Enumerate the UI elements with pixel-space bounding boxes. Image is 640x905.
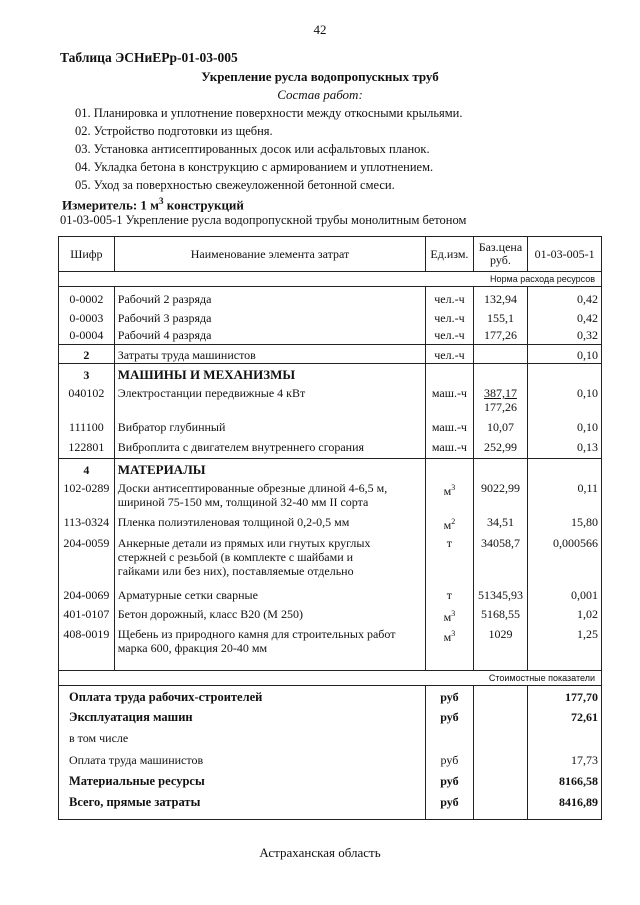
row-value: 0,42 xyxy=(528,287,602,307)
row-name: Арматурные сетки сварные xyxy=(114,585,425,604)
cost-name: Всего, прямые затраты xyxy=(59,791,426,819)
header-name: Наименование элемента затрат xyxy=(114,237,425,272)
table-row xyxy=(59,418,602,438)
row-price xyxy=(473,458,528,479)
cost-value: 177,70 xyxy=(528,685,602,706)
row-unit: т xyxy=(426,533,473,585)
header-column: 01-03-005-1 xyxy=(528,237,602,272)
unit-text: м xyxy=(443,518,452,532)
table-row xyxy=(59,624,602,658)
row-value: 0,10 xyxy=(528,384,602,418)
row-price: 51345,93 xyxy=(473,585,528,604)
section-row xyxy=(59,344,602,363)
cost-unit: руб xyxy=(426,770,473,791)
work-item: 04. Укладка бетона в конструкцию с армированием и уплотнением. xyxy=(75,160,434,174)
norm-label: Норма расхода ресурсов xyxy=(59,272,602,287)
cost-name: в том числе xyxy=(59,727,426,748)
row-name: Бетон дорожный, класс В20 (М 250) xyxy=(114,604,425,624)
norm-row xyxy=(59,272,602,287)
row-name xyxy=(114,479,425,512)
row-value: 1,02 xyxy=(528,604,602,624)
cost-price xyxy=(473,727,528,748)
row-value xyxy=(528,458,602,479)
work-item: 02. Устройство подготовки из щебня. xyxy=(75,124,273,138)
row-unit: маш.-ч xyxy=(426,438,473,458)
row-unit xyxy=(426,479,473,512)
spacer-cell xyxy=(114,658,425,670)
unit-text: м xyxy=(443,484,452,498)
work-item: 05. Уход за поверхностью свежеуложенной бетонной смеси. xyxy=(75,178,395,192)
row-price: 5168,55 xyxy=(473,604,528,624)
row-code: 0-0004 xyxy=(59,325,115,344)
row-name: Виброплита с двигателем внутреннего сгорания xyxy=(114,438,425,458)
cost-label-row xyxy=(59,670,602,685)
section-title: МАТЕРИАЛЫ xyxy=(114,458,425,479)
row-value: 1,25 xyxy=(528,624,602,658)
row-code: 102-0289 xyxy=(59,479,115,512)
table-row xyxy=(59,533,602,585)
table-row xyxy=(59,512,602,533)
cost-price xyxy=(473,791,528,819)
resource-table xyxy=(58,236,602,820)
row-name: Рабочий 3 разряда xyxy=(114,306,425,325)
work-item: 03. Установка антисептированных досок или асфальтовых планок. xyxy=(75,142,430,156)
row-code: 040102 xyxy=(59,384,115,418)
section-heading-row xyxy=(59,363,602,384)
row-unit: чел.-ч xyxy=(426,306,473,325)
row-unit xyxy=(426,604,473,624)
unit-sup: 3 xyxy=(451,629,456,638)
table-row xyxy=(59,287,602,307)
row-unit: чел.-ч xyxy=(426,325,473,344)
table-row xyxy=(59,438,602,458)
row-value: 0,000566 xyxy=(528,533,602,585)
header-code: Шифр xyxy=(59,237,115,272)
row-price: 132,94 xyxy=(473,287,528,307)
spacer-cell xyxy=(59,658,115,670)
name-line: Доски антисептированные обрезные длиной 4-6,5 м, xyxy=(117,481,388,495)
unit-sup: 3 xyxy=(451,483,456,492)
row-name: Рабочий 4 разряда xyxy=(114,325,425,344)
cost-row xyxy=(59,706,602,727)
cost-name: Оплата труда рабочих-строителей xyxy=(59,685,426,706)
cost-row xyxy=(59,770,602,791)
row-value: 0,32 xyxy=(528,325,602,344)
section-code: 3 xyxy=(59,363,115,384)
cost-value xyxy=(528,727,602,748)
cost-unit xyxy=(426,727,473,748)
row-name: Вибратор глубинный xyxy=(114,418,425,438)
cost-row xyxy=(59,727,602,748)
row-name xyxy=(114,624,425,658)
work-item: 01. Планировка и уплотнение поверхности между откосными крыльями. xyxy=(75,106,463,120)
table-header-row xyxy=(59,237,602,272)
name-line: гайками или без них), поставляемые отдельно xyxy=(117,564,354,578)
row-unit xyxy=(426,363,473,384)
row-price xyxy=(473,363,528,384)
unit-sup: 2 xyxy=(451,517,456,526)
row-name: Пленка полиэтиленовая толщиной 0,2-0,5 мм xyxy=(114,512,425,533)
row-name: Рабочий 2 разряда xyxy=(114,287,425,307)
row-price: 10,07 xyxy=(473,418,528,438)
row-value: 0,11 xyxy=(528,479,602,512)
table-title: Таблица ЭСНиЕРр-01-03-005 xyxy=(60,50,238,65)
row-code: 0-0002 xyxy=(59,287,115,307)
name-line: стержней с резьбой (в комплекте с шайбами и xyxy=(117,550,354,564)
row-price: 9022,99 xyxy=(473,479,528,512)
table-row xyxy=(59,479,602,512)
row-value: 15,80 xyxy=(528,512,602,533)
row-value: 0,001 xyxy=(528,585,602,604)
row-code: 204-0069 xyxy=(59,585,115,604)
cost-value: 72,61 xyxy=(528,706,602,727)
table-row xyxy=(59,384,602,418)
table-row xyxy=(59,604,602,624)
cost-row xyxy=(59,748,602,770)
row-price: 34058,7 xyxy=(473,533,528,585)
row-price xyxy=(473,344,528,363)
row-unit: чел.-ч xyxy=(426,287,473,307)
cost-price xyxy=(473,770,528,791)
row-name: Электростанции передвижные 4 кВт xyxy=(114,384,425,418)
row-unit xyxy=(426,458,473,479)
table-row xyxy=(59,585,602,604)
row-name xyxy=(114,533,425,585)
row-price: 155,1 xyxy=(473,306,528,325)
cost-price xyxy=(473,685,528,706)
row-code: 0-0003 xyxy=(59,306,115,325)
cost-name: Оплата труда машинистов xyxy=(59,748,426,770)
cost-unit: руб xyxy=(426,748,473,770)
composition-label: Состав работ: xyxy=(277,87,363,102)
cost-row xyxy=(59,685,602,706)
name-line: Щебень из природного камня для строительных работ xyxy=(117,627,396,641)
unit-text: м xyxy=(443,630,452,644)
table-subtitle: Укрепление русла водопропускных труб xyxy=(201,69,439,84)
table-row xyxy=(59,306,602,325)
section-title: МАШИНЫ И МЕХАНИЗМЫ xyxy=(114,363,425,384)
row-unit xyxy=(426,512,473,533)
row-code: 408-0019 xyxy=(59,624,115,658)
cost-value: 8166,58 xyxy=(528,770,602,791)
spacer-cell xyxy=(426,658,473,670)
cost-price xyxy=(473,706,528,727)
section-heading-row xyxy=(59,458,602,479)
header-price: Баз.цена руб. xyxy=(473,237,528,272)
name-line: шириной 75-150 мм, толщиной 32-40 мм II сорта xyxy=(117,495,369,509)
row-unit xyxy=(426,624,473,658)
row-unit: маш.-ч xyxy=(426,418,473,438)
row-value: 0,10 xyxy=(528,344,602,363)
row-price: 177,26 xyxy=(473,325,528,344)
row-code: 111100 xyxy=(59,418,115,438)
name-line: марка 600, фракция 20-40 мм xyxy=(117,641,268,655)
row-unit: т xyxy=(426,585,473,604)
row-unit: чел.-ч xyxy=(426,344,473,363)
row-price: 34,51 xyxy=(473,512,528,533)
footer-region: Астраханская область xyxy=(259,845,381,860)
spacer-row xyxy=(59,658,602,670)
cost-unit: руб xyxy=(426,706,473,727)
row-value: 0,42 xyxy=(528,306,602,325)
cost-label: Стоимостные показатели xyxy=(59,670,602,685)
row-price xyxy=(473,384,528,418)
cost-unit: руб xyxy=(426,791,473,819)
header-unit: Ед.изм. xyxy=(426,237,473,272)
spacer-cell xyxy=(528,658,602,670)
row-name: Затраты труда машинистов xyxy=(114,344,425,363)
cost-name: Материальные ресурсы xyxy=(59,770,426,791)
row-code: 204-0059 xyxy=(59,533,115,585)
spacer-cell xyxy=(473,658,528,670)
cost-value: 8416,89 xyxy=(528,791,602,819)
row-value: 0,10 xyxy=(528,418,602,438)
price-secondary: 177,26 xyxy=(483,400,517,414)
unit-sup: 3 xyxy=(451,609,456,618)
row-price: 252,99 xyxy=(473,438,528,458)
norm-code-line: 01-03-005-1 Укрепление русла водопропускной трубы монолитным бетоном xyxy=(60,213,467,227)
cost-price xyxy=(473,748,528,770)
section-code: 4 xyxy=(59,458,115,479)
page-number: 42 xyxy=(313,22,327,37)
row-price: 1029 xyxy=(473,624,528,658)
row-code: 2 xyxy=(59,344,115,363)
row-unit: маш.-ч xyxy=(426,384,473,418)
table-row xyxy=(59,325,602,344)
row-value xyxy=(528,363,602,384)
price-primary: 387,17 xyxy=(483,386,517,400)
measurer: Измеритель: 1 $м^3$ конструкций xyxy=(62,196,244,213)
cost-value: 17,73 xyxy=(528,748,602,770)
row-code: 122801 xyxy=(59,438,115,458)
row-code: 113-0324 xyxy=(59,512,115,533)
row-value: 0,13 xyxy=(528,438,602,458)
name-line: Анкерные детали из прямых или гнутых круглых xyxy=(117,536,371,550)
cost-row xyxy=(59,791,602,819)
unit-text: м xyxy=(443,610,452,624)
cost-unit: руб xyxy=(426,685,473,706)
cost-name: Эксплуатация машин xyxy=(59,706,426,727)
row-code: 401-0107 xyxy=(59,604,115,624)
